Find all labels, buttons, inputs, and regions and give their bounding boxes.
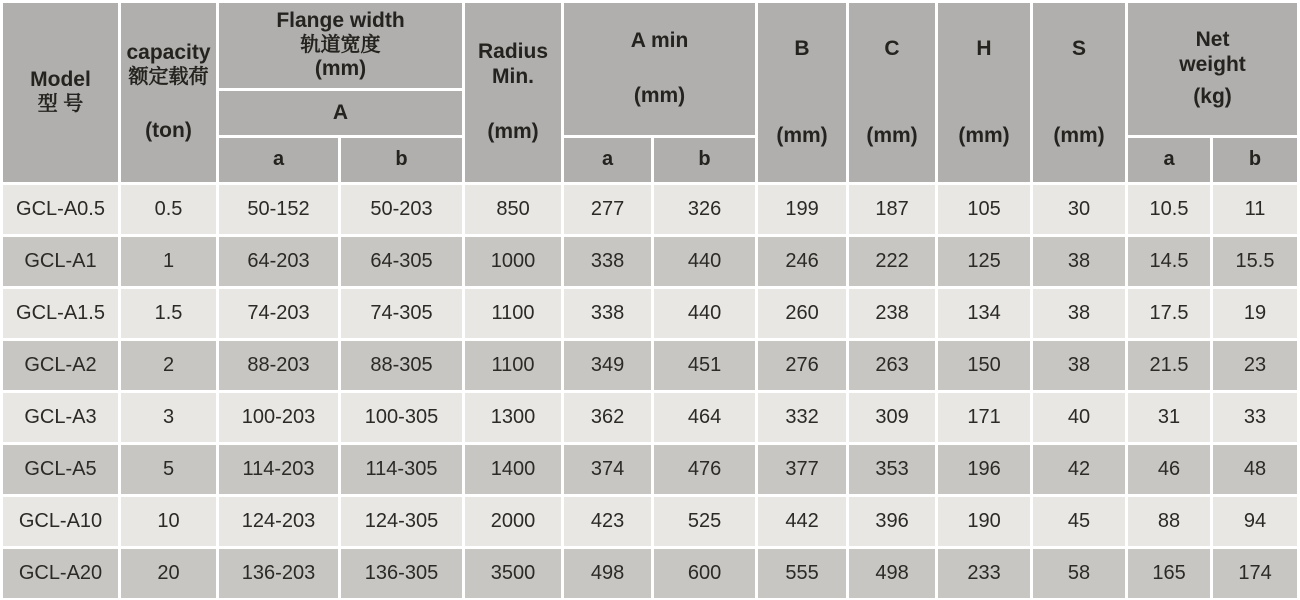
- header-capacity: [121, 3, 216, 182]
- header-h: [938, 3, 1030, 182]
- header-capacity-en: capacity: [126, 40, 211, 64]
- cell-flange-a: 124-203: [219, 497, 338, 546]
- cell-flange-a: 136-203: [219, 549, 338, 598]
- cell-net-b: 15.5: [1213, 237, 1297, 286]
- cell-model: GCL-A1.5: [3, 289, 118, 338]
- header-net-line1: Net: [1195, 28, 1230, 52]
- header-flange-unit: (mm): [314, 57, 367, 81]
- cell-b: 377: [758, 445, 846, 494]
- cell-net-b: 174: [1213, 549, 1297, 598]
- header-amin-sub-a: a: [564, 138, 651, 182]
- cell-flange-a: 88-203: [219, 341, 338, 390]
- cell-h: 233: [938, 549, 1030, 598]
- header-a-min-label: A min: [630, 29, 689, 53]
- cell-model: GCL-A3: [3, 393, 118, 442]
- header-amin-sub-b: b: [654, 138, 755, 182]
- header-model-en: Model: [30, 68, 91, 92]
- cell-c: 309: [849, 393, 935, 442]
- header-a-min-unit: (mm): [633, 84, 686, 107]
- cell-net-a: 10.5: [1128, 185, 1210, 234]
- header-c: [849, 3, 935, 182]
- header-capacity-unit: (ton): [145, 119, 192, 143]
- cell-net-b: 94: [1213, 497, 1297, 546]
- header-h-unit: (mm): [958, 123, 1010, 147]
- header-c-label: C: [884, 36, 900, 60]
- header-radius-min: [465, 3, 561, 182]
- cell-h: 125: [938, 237, 1030, 286]
- cell-net-b: 48: [1213, 445, 1297, 494]
- cell-flange-b: 136-305: [341, 549, 462, 598]
- cell-amin-a: 338: [564, 237, 651, 286]
- cell-s: 42: [1033, 445, 1125, 494]
- cell-h: 190: [938, 497, 1030, 546]
- cell-c: 263: [849, 341, 935, 390]
- cell-s: 58: [1033, 549, 1125, 598]
- cell-c: 498: [849, 549, 935, 598]
- cell-amin-b: 600: [654, 549, 755, 598]
- cell-capacity: 3: [121, 393, 216, 442]
- cell-amin-b: 476: [654, 445, 755, 494]
- cell-h: 150: [938, 341, 1030, 390]
- cell-amin-a: 374: [564, 445, 651, 494]
- header-b: [758, 3, 846, 182]
- cell-b: 246: [758, 237, 846, 286]
- cell-model: GCL-A5: [3, 445, 118, 494]
- cell-c: 396: [849, 497, 935, 546]
- cell-capacity: 2: [121, 341, 216, 390]
- cell-radius: 1100: [465, 341, 561, 390]
- cell-b: 442: [758, 497, 846, 546]
- header-flange-sub-b: b: [341, 138, 462, 182]
- cell-s: 38: [1033, 237, 1125, 286]
- cell-flange-b: 124-305: [341, 497, 462, 546]
- table-row: [3, 237, 1297, 286]
- cell-b: 276: [758, 341, 846, 390]
- table-header: [3, 3, 1297, 182]
- cell-flange-b: 88-305: [341, 341, 462, 390]
- header-flange-zh: 轨道宽度: [300, 33, 381, 56]
- header-a-min: [564, 3, 755, 135]
- cell-net-b: 23: [1213, 341, 1297, 390]
- cell-model: GCL-A2: [3, 341, 118, 390]
- cell-b: 199: [758, 185, 846, 234]
- cell-model: GCL-A0.5: [3, 185, 118, 234]
- cell-flange-b: 74-305: [341, 289, 462, 338]
- header-model: [3, 3, 118, 182]
- cell-net-a: 88: [1128, 497, 1210, 546]
- cell-amin-b: 451: [654, 341, 755, 390]
- cell-net-a: 21.5: [1128, 341, 1210, 390]
- cell-model: GCL-A1: [3, 237, 118, 286]
- header-radius-line1: Radius: [478, 40, 549, 64]
- cell-h: 171: [938, 393, 1030, 442]
- cell-b: 332: [758, 393, 846, 442]
- cell-net-b: 11: [1213, 185, 1297, 234]
- cell-amin-a: 277: [564, 185, 651, 234]
- header-net-unit: (kg): [1193, 84, 1232, 108]
- cell-net-a: 46: [1128, 445, 1210, 494]
- cell-amin-a: 362: [564, 393, 651, 442]
- cell-b: 555: [758, 549, 846, 598]
- header-net-line2: weight: [1179, 53, 1246, 77]
- cell-flange-b: 114-305: [341, 445, 462, 494]
- cell-amin-b: 440: [654, 237, 755, 286]
- cell-amin-a: 423: [564, 497, 651, 546]
- header-flange-width: [219, 3, 462, 88]
- header-s: [1033, 3, 1125, 182]
- header-flange-sub-a: a: [219, 138, 338, 182]
- header-b-unit: (mm): [776, 123, 828, 147]
- cell-c: 353: [849, 445, 935, 494]
- cell-flange-b: 64-305: [341, 237, 462, 286]
- cell-radius: 1300: [465, 393, 561, 442]
- cell-amin-b: 464: [654, 393, 755, 442]
- cell-capacity: 0.5: [121, 185, 216, 234]
- cell-radius: 3500: [465, 549, 561, 598]
- cell-s: 45: [1033, 497, 1125, 546]
- cell-flange-a: 114-203: [219, 445, 338, 494]
- table-row: [3, 549, 1297, 598]
- cell-net-a: 17.5: [1128, 289, 1210, 338]
- cell-amin-b: 440: [654, 289, 755, 338]
- header-radius-unit: (mm): [487, 119, 539, 143]
- table-row: [3, 341, 1297, 390]
- header-net-weight: [1128, 3, 1297, 135]
- header-s-label: S: [1072, 36, 1087, 60]
- header-h-label: H: [976, 36, 992, 60]
- header-row-1: [3, 3, 1297, 88]
- cell-amin-a: 338: [564, 289, 651, 338]
- cell-capacity: 20: [121, 549, 216, 598]
- table-row: [3, 289, 1297, 338]
- header-model-zh: 型 号: [37, 93, 84, 116]
- cell-radius: 850: [465, 185, 561, 234]
- cell-flange-a: 50-152: [219, 185, 338, 234]
- cell-flange-a: 100-203: [219, 393, 338, 442]
- header-capacity-zh: 额定载荷: [128, 65, 209, 88]
- cell-h: 196: [938, 445, 1030, 494]
- cell-c: 238: [849, 289, 935, 338]
- header-flange-en: Flange width: [276, 8, 405, 32]
- cell-radius: 1000: [465, 237, 561, 286]
- cell-flange-a: 74-203: [219, 289, 338, 338]
- table-body: [3, 185, 1297, 598]
- cell-b: 260: [758, 289, 846, 338]
- table-row: [3, 497, 1297, 546]
- cell-capacity: 1: [121, 237, 216, 286]
- cell-flange-b: 50-203: [341, 185, 462, 234]
- cell-capacity: 1.5: [121, 289, 216, 338]
- cell-amin-b: 525: [654, 497, 755, 546]
- table-row: [3, 393, 1297, 442]
- cell-net-a: 14.5: [1128, 237, 1210, 286]
- cell-radius: 1400: [465, 445, 561, 494]
- header-b-label: B: [794, 36, 810, 60]
- cell-net-b: 33: [1213, 393, 1297, 442]
- cell-s: 38: [1033, 341, 1125, 390]
- cell-flange-b: 100-305: [341, 393, 462, 442]
- header-net-sub-b: b: [1213, 138, 1297, 182]
- cell-net-a: 31: [1128, 393, 1210, 442]
- table-row: [3, 445, 1297, 494]
- cell-flange-a: 64-203: [219, 237, 338, 286]
- cell-c: 222: [849, 237, 935, 286]
- header-s-unit: (mm): [1053, 123, 1105, 147]
- cell-amin-a: 349: [564, 341, 651, 390]
- cell-c: 187: [849, 185, 935, 234]
- header-radius-line2: Min.: [492, 65, 535, 89]
- cell-amin-a: 498: [564, 549, 651, 598]
- cell-capacity: 10: [121, 497, 216, 546]
- cell-amin-b: 326: [654, 185, 755, 234]
- cell-net-a: 165: [1128, 549, 1210, 598]
- cell-s: 40: [1033, 393, 1125, 442]
- cell-capacity: 5: [121, 445, 216, 494]
- cell-model: GCL-A10: [3, 497, 118, 546]
- cell-s: 30: [1033, 185, 1125, 234]
- cell-h: 134: [938, 289, 1030, 338]
- cell-radius: 2000: [465, 497, 561, 546]
- cell-s: 38: [1033, 289, 1125, 338]
- cell-net-b: 19: [1213, 289, 1297, 338]
- cell-radius: 1100: [465, 289, 561, 338]
- cell-model: GCL-A20: [3, 549, 118, 598]
- cell-h: 105: [938, 185, 1030, 234]
- header-flange-group-a: A: [219, 91, 462, 135]
- header-c-unit: (mm): [866, 123, 918, 147]
- header-net-sub-a: a: [1128, 138, 1210, 182]
- table-row: [3, 185, 1297, 234]
